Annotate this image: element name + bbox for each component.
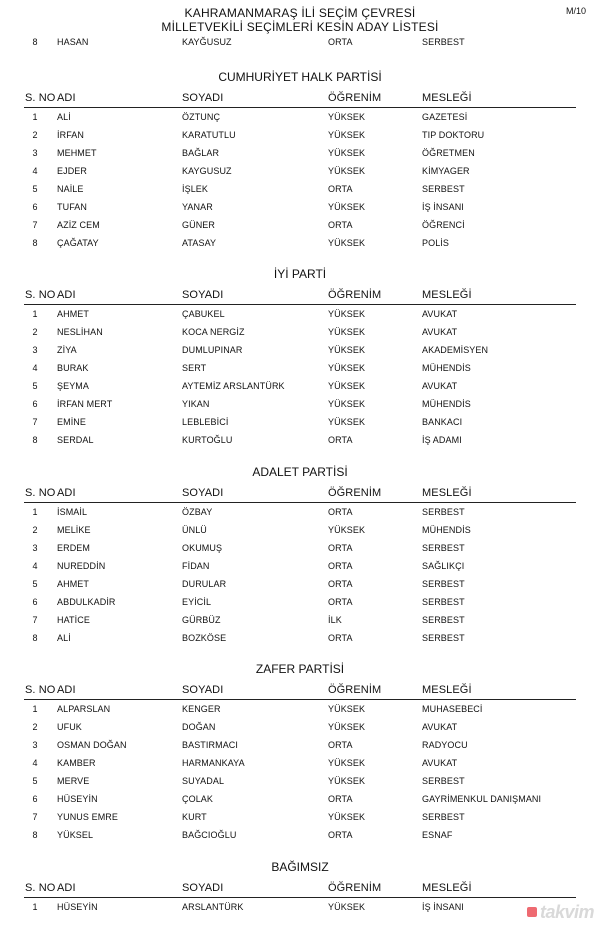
cell-no: 8 xyxy=(32,37,38,47)
cell-education: YÜKSEK xyxy=(328,148,366,158)
cell-education: YÜKSEK xyxy=(328,525,366,535)
cell-name: ALİ xyxy=(57,112,71,122)
cell-no: 8 xyxy=(32,435,38,445)
cell-profession: SERBEST xyxy=(422,579,465,589)
table-row xyxy=(0,431,600,449)
page-number: M/10 xyxy=(565,6,586,16)
cell-profession: POLİS xyxy=(422,238,450,248)
cell-education: YÜKSEK xyxy=(328,902,366,912)
cell-education: YÜKSEK xyxy=(328,704,366,714)
table-row xyxy=(0,736,600,754)
cell-profession: BANKACI xyxy=(422,417,463,427)
column-header-row xyxy=(0,681,600,699)
cell-profession: GAZETESİ xyxy=(422,112,468,122)
cell-name: BURAK xyxy=(57,363,89,373)
cell-no: 3 xyxy=(32,740,38,750)
document-subtitle: MİLLETVEKİLİ SEÇİMLERİ KESİN ADAY LİSTESİ xyxy=(161,20,439,34)
column-header-ad: ADI xyxy=(57,882,76,894)
table-row xyxy=(0,305,600,323)
cell-education: ORTA xyxy=(328,830,353,840)
table-row xyxy=(0,395,600,413)
cell-profession: AVUKAT xyxy=(422,309,458,319)
cell-no: 1 xyxy=(32,112,38,122)
table-row xyxy=(0,377,600,395)
cell-surname: HARMANKAYA xyxy=(182,758,245,768)
cell-profession: SERBEST xyxy=(422,597,465,607)
cell-no: 7 xyxy=(32,615,38,625)
cell-education: YÜKSEK xyxy=(328,417,366,427)
cell-profession: SERBEST xyxy=(422,776,465,786)
table-row xyxy=(0,33,600,51)
cell-education: YÜKSEK xyxy=(328,345,366,355)
table-row xyxy=(0,126,600,144)
table-row xyxy=(0,413,600,431)
cell-name: HASAN xyxy=(57,37,89,47)
table-row xyxy=(0,539,600,557)
cell-profession: SERBEST xyxy=(422,543,465,553)
cell-surname: BASTIRMACI xyxy=(182,740,239,750)
cell-no: 3 xyxy=(32,543,38,553)
cell-surname: KAYGUSUZ xyxy=(182,166,232,176)
cell-education: ORTA xyxy=(328,794,353,804)
cell-profession: SAĞLIKÇI xyxy=(422,561,465,571)
cell-education: ORTA xyxy=(328,507,353,517)
table-row xyxy=(0,341,600,359)
cell-no: 4 xyxy=(32,758,38,768)
cell-education: ORTA xyxy=(328,435,353,445)
cell-no: 6 xyxy=(32,794,38,804)
column-header-soyad: SOYADI xyxy=(182,92,224,104)
column-header-ogrenim: ÖĞRENİM xyxy=(328,92,382,104)
cell-no: 1 xyxy=(32,309,38,319)
cell-name: YÜKSEL xyxy=(57,830,94,840)
table-row xyxy=(0,575,600,593)
document-title: KAHRAMANMARAŞ İLİ SEÇİM ÇEVRESİ xyxy=(184,6,416,20)
cell-education: YÜKSEK xyxy=(328,758,366,768)
cell-no: 6 xyxy=(32,399,38,409)
cell-profession: ÖĞRETMEN xyxy=(422,148,475,158)
table-row xyxy=(0,323,600,341)
column-header-meslek: MESLEĞİ xyxy=(422,487,472,499)
cell-profession: ÖĞRENCİ xyxy=(422,220,465,230)
column-header-meslek: MESLEĞİ xyxy=(422,684,472,696)
cell-name: KAMBER xyxy=(57,758,96,768)
cell-name: ALPARSLAN xyxy=(57,704,111,714)
table-row xyxy=(0,180,600,198)
cell-education: YÜKSEK xyxy=(328,202,366,212)
column-header-no: S. NO xyxy=(25,92,56,104)
cell-surname: ÜNLÜ xyxy=(182,525,207,535)
cell-profession: AVUKAT xyxy=(422,381,458,391)
table-row xyxy=(0,826,600,844)
cell-name: HÜSEYİN xyxy=(57,902,98,912)
cell-surname: DOĞAN xyxy=(182,722,216,732)
cell-no: 6 xyxy=(32,202,38,212)
cell-name: UFUK xyxy=(57,722,82,732)
cell-no: 5 xyxy=(32,184,38,194)
column-header-row xyxy=(0,879,600,897)
column-header-row xyxy=(0,286,600,304)
cell-name: EMİNE xyxy=(57,417,87,427)
cell-no: 1 xyxy=(32,704,38,714)
cell-no: 2 xyxy=(32,130,38,140)
table-row xyxy=(0,503,600,521)
cell-education: ORTA xyxy=(328,597,353,607)
cell-surname: LEBLEBİCİ xyxy=(182,417,229,427)
column-header-ad: ADI xyxy=(57,92,76,104)
column-header-ogrenim: ÖĞRENİM xyxy=(328,487,382,499)
party-title: ZAFER PARTİSİ xyxy=(255,662,345,676)
cell-profession: MÜHENDİS xyxy=(422,399,471,409)
party-title: İYİ PARTİ xyxy=(273,267,327,281)
cell-surname: ÖZBAY xyxy=(182,507,213,517)
cell-no: 7 xyxy=(32,220,38,230)
column-header-soyad: SOYADI xyxy=(182,487,224,499)
cell-profession: TIP DOKTORU xyxy=(422,130,485,140)
cell-surname: GÜNER xyxy=(182,220,216,230)
cell-name: NAİLE xyxy=(57,184,84,194)
cell-surname: GÜRBÜZ xyxy=(182,615,221,625)
cell-name: TUFAN xyxy=(57,202,88,212)
cell-profession: KİMYAGER xyxy=(422,166,470,176)
table-row xyxy=(0,754,600,772)
cell-name: İSMAİL xyxy=(57,507,88,517)
cell-name: OSMAN DOĞAN xyxy=(57,740,127,750)
cell-profession: İŞ İNSANI xyxy=(422,202,464,212)
table-row xyxy=(0,898,600,916)
cell-profession: SERBEST xyxy=(422,633,465,643)
cell-no: 5 xyxy=(32,776,38,786)
cell-name: NUREDDİN xyxy=(57,561,106,571)
cell-education: ORTA xyxy=(328,579,353,589)
table-row xyxy=(0,611,600,629)
cell-no: 8 xyxy=(32,830,38,840)
table-row xyxy=(0,521,600,539)
cell-surname: KURTOĞLU xyxy=(182,435,233,445)
cell-surname: BAĞCIOĞLU xyxy=(182,830,237,840)
column-header-ad: ADI xyxy=(57,684,76,696)
cell-surname: ÇOLAK xyxy=(182,794,214,804)
page-header xyxy=(0,6,600,34)
cell-name: MELİKE xyxy=(57,525,91,535)
cell-surname: KENGER xyxy=(182,704,221,714)
cell-surname: AYTEMİZ ARSLANTÜRK xyxy=(182,381,285,391)
cell-name: HÜSEYİN xyxy=(57,794,98,804)
cell-name: ALİ xyxy=(57,633,71,643)
cell-education: ORTA xyxy=(328,561,353,571)
cell-profession: MÜHENDİS xyxy=(422,525,471,535)
column-header-no: S. NO xyxy=(25,882,56,894)
table-row xyxy=(0,790,600,808)
cell-education: ORTA xyxy=(328,184,353,194)
cell-no: 8 xyxy=(32,633,38,643)
cell-no: 2 xyxy=(32,722,38,732)
column-header-soyad: SOYADI xyxy=(182,289,224,301)
cell-surname: KURT xyxy=(182,812,207,822)
cell-profession: SERBEST xyxy=(422,615,465,625)
table-row xyxy=(0,216,600,234)
cell-name: YUNUS EMRE xyxy=(57,812,119,822)
cell-surname: KARATUTLU xyxy=(182,130,236,140)
column-header-ad: ADI xyxy=(57,289,76,301)
cell-surname: BAĞLAR xyxy=(182,148,220,158)
cell-name: ÇAĞATAY xyxy=(57,238,99,248)
cell-education: YÜKSEK xyxy=(328,722,366,732)
column-header-ad: ADI xyxy=(57,487,76,499)
cell-no: 4 xyxy=(32,166,38,176)
cell-surname: KOCA NERGİZ xyxy=(182,327,245,337)
cell-education: YÜKSEK xyxy=(328,130,366,140)
cell-profession: ESNAF xyxy=(422,830,453,840)
cell-profession: GAYRİMENKUL DANIŞMANI xyxy=(422,794,542,804)
column-header-no: S. NO xyxy=(25,684,56,696)
cell-education: ORTA xyxy=(328,37,353,47)
cell-profession: RADYOCU xyxy=(422,740,468,750)
column-header-ogrenim: ÖĞRENİM xyxy=(328,684,382,696)
table-row xyxy=(0,700,600,718)
column-header-soyad: SOYADI xyxy=(182,882,224,894)
cell-education: YÜKSEK xyxy=(328,166,366,176)
cell-education: ORTA xyxy=(328,740,353,750)
party-title: BAĞIMSIZ xyxy=(271,860,329,874)
cell-no: 4 xyxy=(32,561,38,571)
cell-name: ŞEYMA xyxy=(57,381,90,391)
cell-surname: DUMLUPINAR xyxy=(182,345,243,355)
column-header-ogrenim: ÖĞRENİM xyxy=(328,289,382,301)
brand-mark-icon xyxy=(527,907,537,917)
party-title: ADALET PARTİSİ xyxy=(252,465,348,479)
cell-no: 7 xyxy=(32,417,38,427)
cell-surname: SUYADAL xyxy=(182,776,225,786)
cell-name: EJDER xyxy=(57,166,88,176)
cell-surname: ATASAY xyxy=(182,238,217,248)
cell-no: 5 xyxy=(32,381,38,391)
column-header-ogrenim: ÖĞRENİM xyxy=(328,882,382,894)
cell-education: YÜKSEK xyxy=(328,363,366,373)
cell-surname: KAYĞUSUZ xyxy=(182,37,232,47)
cell-no: 7 xyxy=(32,812,38,822)
cell-no: 4 xyxy=(32,363,38,373)
cell-name: ZİYA xyxy=(57,345,77,355)
table-row xyxy=(0,234,600,252)
party-title: CUMHURİYET HALK PARTİSİ xyxy=(218,70,382,84)
cell-no: 1 xyxy=(32,902,38,912)
cell-education: YÜKSEK xyxy=(328,399,366,409)
cell-name: AHMET xyxy=(57,579,89,589)
column-header-no: S. NO xyxy=(25,487,56,499)
cell-name: MEHMET xyxy=(57,148,97,158)
cell-surname: YIKAN xyxy=(182,399,210,409)
cell-name: AHMET xyxy=(57,309,89,319)
column-header-row xyxy=(0,89,600,107)
table-row xyxy=(0,144,600,162)
column-header-row xyxy=(0,484,600,502)
cell-surname: SERT xyxy=(182,363,207,373)
table-row xyxy=(0,198,600,216)
cell-profession: AVUKAT xyxy=(422,722,458,732)
table-row xyxy=(0,593,600,611)
cell-profession: MÜHENDİS xyxy=(422,363,471,373)
cell-education: İLK xyxy=(328,615,342,625)
cell-education: YÜKSEK xyxy=(328,309,366,319)
cell-surname: YANAR xyxy=(182,202,213,212)
cell-profession: AVUKAT xyxy=(422,327,458,337)
cell-education: ORTA xyxy=(328,543,353,553)
cell-education: ORTA xyxy=(328,220,353,230)
cell-name: İRFAN xyxy=(57,130,85,140)
column-header-no: S. NO xyxy=(25,289,56,301)
cell-profession: AVUKAT xyxy=(422,758,458,768)
cell-no: 5 xyxy=(32,579,38,589)
cell-surname: BOZKÖSE xyxy=(182,633,227,643)
cell-education: YÜKSEK xyxy=(328,327,366,337)
cell-education: YÜKSEK xyxy=(328,776,366,786)
cell-name: İRFAN MERT xyxy=(57,399,113,409)
cell-no: 3 xyxy=(32,148,38,158)
watermark-logo xyxy=(527,901,594,923)
table-row xyxy=(0,359,600,377)
cell-education: YÜKSEK xyxy=(328,812,366,822)
table-row xyxy=(0,772,600,790)
cell-no: 2 xyxy=(32,525,38,535)
cell-profession: AKADEMİSYEN xyxy=(422,345,489,355)
cell-no: 2 xyxy=(32,327,38,337)
cell-name: HATİCE xyxy=(57,615,90,625)
cell-no: 8 xyxy=(32,238,38,248)
cell-education: YÜKSEK xyxy=(328,112,366,122)
cell-education: ORTA xyxy=(328,633,353,643)
cell-surname: FİDAN xyxy=(182,561,210,571)
table-row xyxy=(0,808,600,826)
cell-name: NESLİHAN xyxy=(57,327,103,337)
column-header-meslek: MESLEĞİ xyxy=(422,92,472,104)
cell-education: YÜKSEK xyxy=(328,238,366,248)
table-row xyxy=(0,108,600,126)
cell-no: 6 xyxy=(32,597,38,607)
column-header-soyad: SOYADI xyxy=(182,684,224,696)
cell-surname: İŞLEK xyxy=(182,184,209,194)
table-row xyxy=(0,718,600,736)
cell-profession: SERBEST xyxy=(422,184,465,194)
cell-profession: SERBEST xyxy=(422,812,465,822)
cell-no: 1 xyxy=(32,507,38,517)
cell-profession: MUHASEBECİ xyxy=(422,704,483,714)
table-row xyxy=(0,557,600,575)
table-row xyxy=(0,629,600,647)
cell-surname: DURULAR xyxy=(182,579,227,589)
cell-profession: İŞ İNSANI xyxy=(422,902,464,912)
cell-surname: OKUMUŞ xyxy=(182,543,223,553)
column-header-meslek: MESLEĞİ xyxy=(422,289,472,301)
cell-profession: SERBEST xyxy=(422,507,465,517)
cell-surname: ÖZTUNÇ xyxy=(182,112,221,122)
cell-name: ERDEM xyxy=(57,543,91,553)
column-header-meslek: MESLEĞİ xyxy=(422,882,472,894)
cell-surname: ÇABUKEL xyxy=(182,309,225,319)
cell-profession: İŞ ADAMI xyxy=(422,435,462,445)
cell-name: SERDAL xyxy=(57,435,94,445)
cell-name: AZİZ CEM xyxy=(57,220,100,230)
watermark-text: takvim xyxy=(539,901,594,922)
cell-name: ABDULKADİR xyxy=(57,597,116,607)
cell-profession: SERBEST xyxy=(422,37,465,47)
table-row xyxy=(0,162,600,180)
cell-surname: ARSLANTÜRK xyxy=(182,902,244,912)
cell-no: 3 xyxy=(32,345,38,355)
cell-education: YÜKSEK xyxy=(328,381,366,391)
cell-name: MERVE xyxy=(57,776,90,786)
cell-surname: EYİCİL xyxy=(182,597,212,607)
